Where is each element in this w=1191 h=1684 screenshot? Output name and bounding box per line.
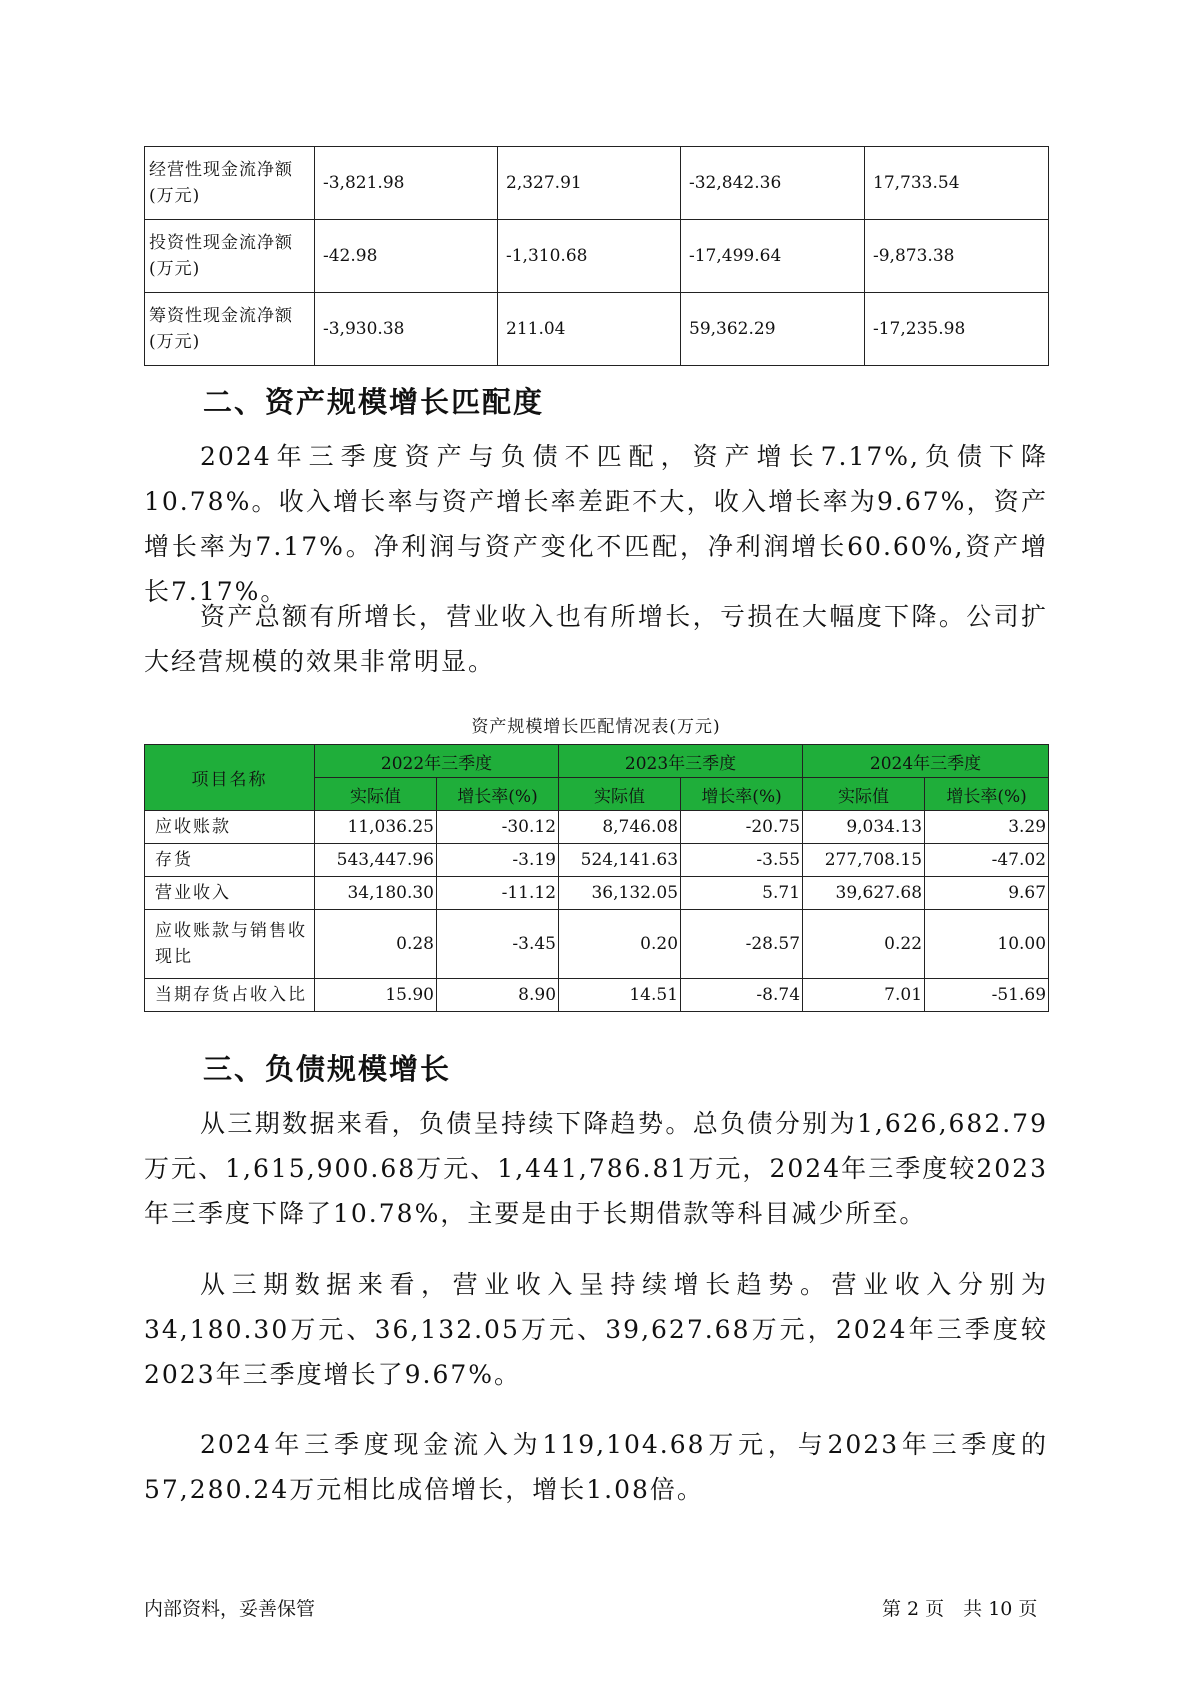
table-cell: 0.22 [803,910,925,979]
table-row [145,844,1049,877]
row-label: 筹资性现金流净额(万元) [145,293,315,366]
table-cell: -17,499.64 [681,220,865,293]
table-cell: -3,821.98 [315,147,498,220]
table-cell: 11,036.25 [315,811,437,844]
header-period: 2023年三季度 [559,745,803,778]
table-cell: -3.55 [681,844,803,877]
table-cell: 59,362.29 [681,293,865,366]
table-row [145,811,1049,844]
section-heading-liabilities: 三、负债规模增长 [203,1052,452,1086]
table-cell: 3.29 [925,811,1049,844]
row-label: 应收账款与销售收现比 [145,910,315,979]
table-cell: 39,627.68 [803,877,925,910]
header-item-name: 项目名称 [145,745,315,811]
subheader-growth: 增长率(%) [437,778,559,811]
table-cell: 277,708.15 [803,844,925,877]
row-label: 当期存货占收入比 [145,979,315,1012]
table-cell: 14.51 [559,979,681,1012]
footer-confidential-note: 内部资料，妥善保管 [144,1598,316,1620]
table-row [145,979,1049,1012]
paragraph: 从三期数据来看，负债呈持续下降趋势。总负债分别为1,626,682.79万元、1,615,900.68万元、1,441,786.81万元，2024年三季度较2023年三季度下降了10.78%，主要是由于长期借款等科目减少所至。 [144,1109,1048,1228]
table-header-row [145,745,1049,778]
subheader-actual: 实际值 [315,778,437,811]
table-cell: -42.98 [315,220,498,293]
table-cell: -47.02 [925,844,1049,877]
table-cell: -9,873.38 [865,220,1049,293]
table-cell: -3.45 [437,910,559,979]
table-row [145,220,1049,293]
table-row [145,877,1049,910]
table-cell: 2,327.91 [498,147,681,220]
paragraph: 从三期数据来看，营业收入呈持续增长趋势。营业收入分别为34,180.30万元、36,132.05万元、39,627.68万元，2024年三季度较2023年三季度增长了9.67%。 [144,1270,1048,1389]
row-label: 应收账款 [145,811,315,844]
table-cell: 17,733.54 [865,147,1049,220]
row-label: 存货 [145,844,315,877]
table-row [145,147,1049,220]
subheader-actual: 实际值 [559,778,681,811]
subheader-actual: 实际值 [803,778,925,811]
table-cell: -17,235.98 [865,293,1049,366]
table-cell: -51.69 [925,979,1049,1012]
paragraph: 2024年三季度现金流入为119,104.68万元，与2023年三季度的57,280.24万元相比成倍增长，增长1.08倍。 [144,1430,1048,1504]
table-cell: -28.57 [681,910,803,979]
table-cell: -20.75 [681,811,803,844]
section-heading-assets: 二、资产规模增长匹配度 [203,385,545,419]
table-cell: 524,141.63 [559,844,681,877]
asset-scale-table [144,744,1049,1012]
table-cell: 543,447.96 [315,844,437,877]
paragraph: 资产总额有所增长，营业收入也有所增长，亏损在大幅度下降。公司扩大经营规模的效果非常明显。 [144,602,1048,676]
table-cell: -8.74 [681,979,803,1012]
table-cell: 15.90 [315,979,437,1012]
table-caption: 资产规模增长匹配情况表(万元) [471,717,721,737]
table-cell: 8,746.08 [559,811,681,844]
table-cell: -1,310.68 [498,220,681,293]
paragraph: 2024年三季度资产与负债不匹配，资产增长7.17%,负债下降10.78%。收入增长率与资产增长率差距不大，收入增长率为9.67%，资产增长率为7.17%。净利润与资产变化不匹配，净利润增长60.60%,资产增长7.17%。 [144,442,1048,606]
subheader-growth: 增长率(%) [925,778,1049,811]
row-label: 经营性现金流净额(万元) [145,147,315,220]
table-cell: 36,132.05 [559,877,681,910]
table-cell: 34,180.30 [315,877,437,910]
header-period: 2022年三季度 [315,745,559,778]
footer-page-number: 第 2 页 共 10 页 [882,1598,1038,1620]
table-row [145,910,1049,979]
row-label: 投资性现金流净额(万元) [145,220,315,293]
table-cell: 211.04 [498,293,681,366]
table-cell: -11.12 [437,877,559,910]
table-cell: 0.28 [315,910,437,979]
table-cell: 8.90 [437,979,559,1012]
header-period: 2024年三季度 [803,745,1049,778]
table-cell: 9.67 [925,877,1049,910]
subheader-growth: 增长率(%) [681,778,803,811]
table-row [145,293,1049,366]
cashflow-table [144,146,1049,366]
table-cell: -3.19 [437,844,559,877]
table-cell: -30.12 [437,811,559,844]
table-cell: 10.00 [925,910,1049,979]
table-cell: 5.71 [681,877,803,910]
row-label: 营业收入 [145,877,315,910]
table-cell: 9,034.13 [803,811,925,844]
table-cell: -32,842.36 [681,147,865,220]
table-cell: -3,930.38 [315,293,498,366]
table-cell: 7.01 [803,979,925,1012]
table-cell: 0.20 [559,910,681,979]
